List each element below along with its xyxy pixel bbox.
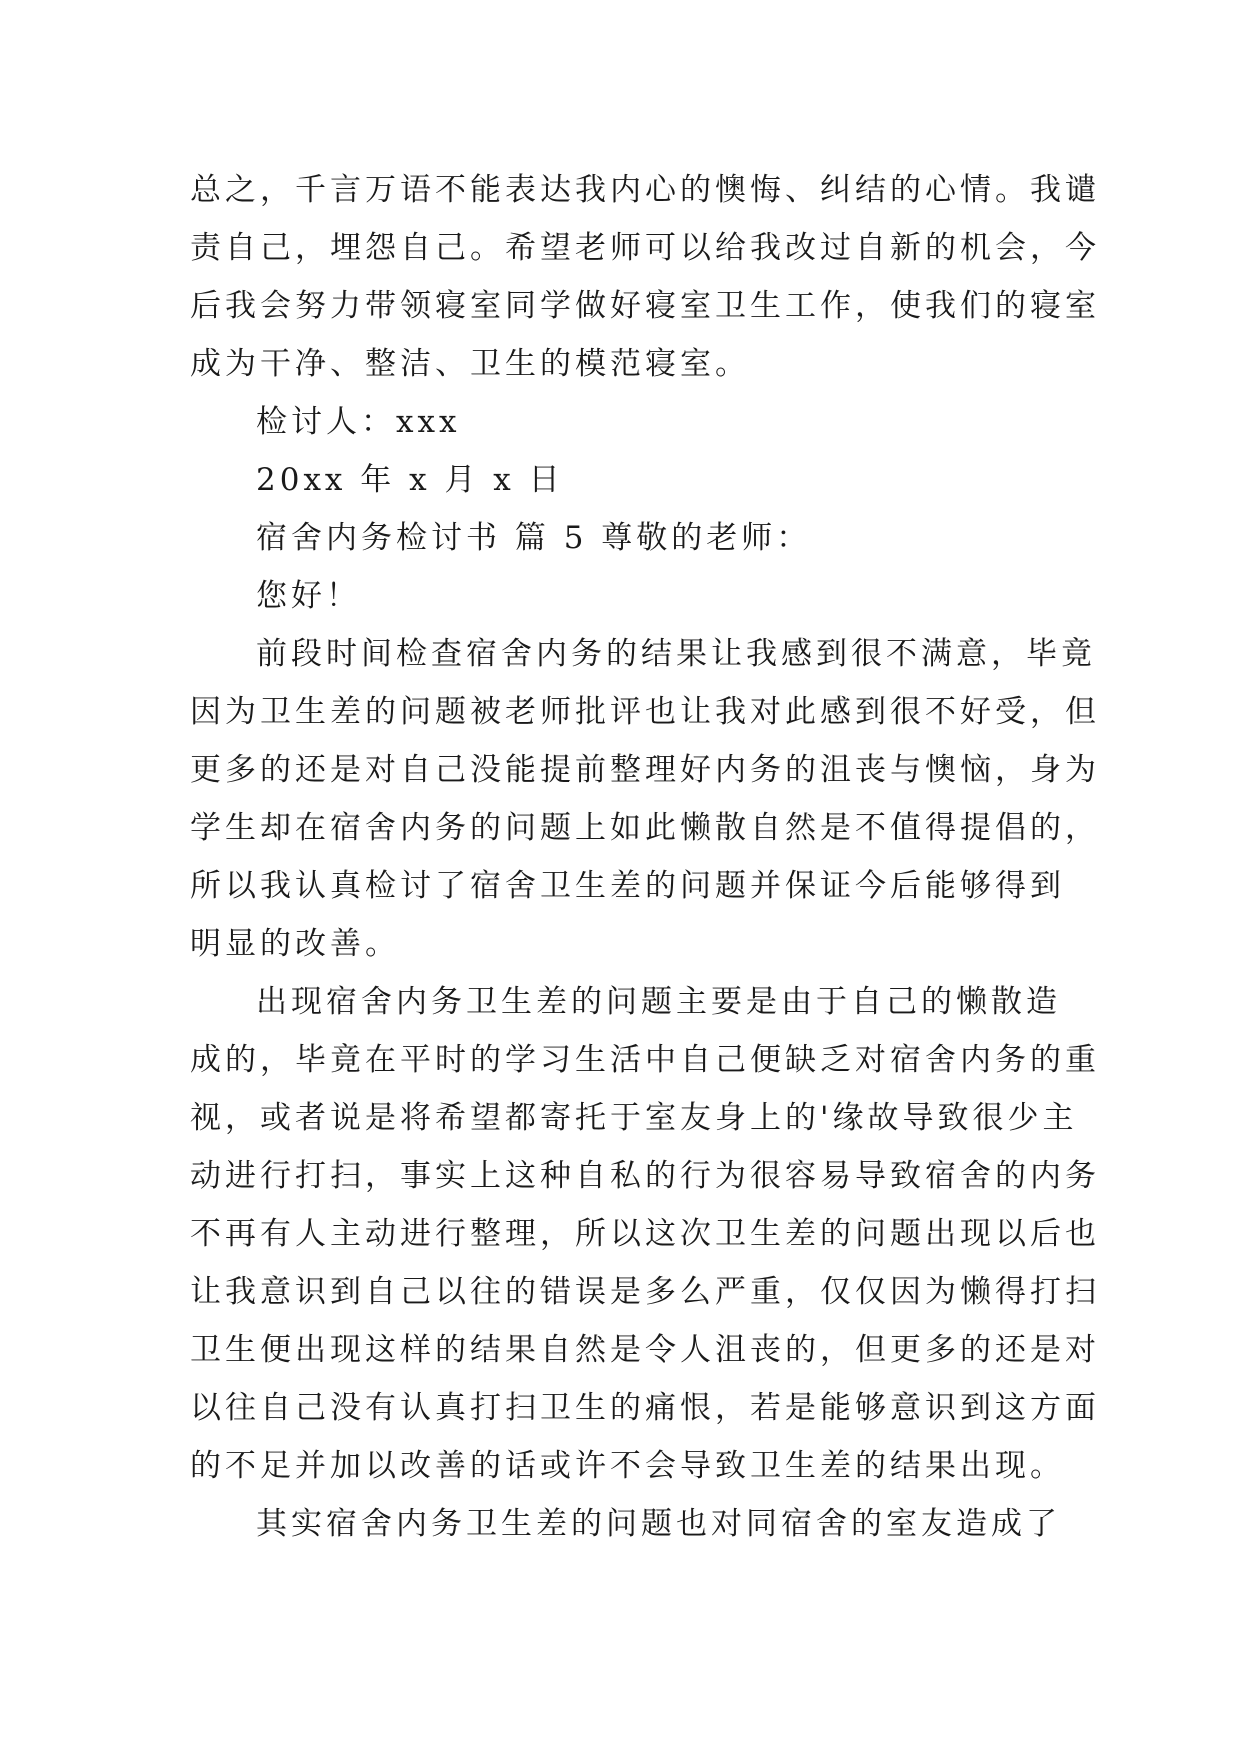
text-line: 成的，毕竟在平时的学习生活中自己便缺乏对宿舍内务的重 [190,1042,1100,1078]
text-line: 的不足并加以改善的话或许不会导致卫生差的结果出现。 [190,1448,1065,1484]
section-heading [190,509,1070,567]
paragraph-impact [190,1495,1070,1553]
text-line: 前段时间检查宿舍内务的结果让我感到很不满意，毕竟 [256,636,1096,672]
text-line: 您好！ [256,578,361,614]
text-line: 宿舍内务检讨书 篇 5 尊敬的老师： [256,520,812,556]
paragraph-inspection-result [190,625,1100,973]
text-line: 出现宿舍内务卫生差的问题主要是由于自己的懒散造 [256,984,1061,1020]
text-line: 其实宿舍内务卫生差的问题也对同宿舍的室友造成了 [256,1506,1061,1542]
text-line: 让我意识到自己以往的错误是多么严重，仅仅因为懒得打扫 [190,1274,1100,1310]
paragraph-cause [190,973,1100,1495]
text-line: 责自己，埋怨自己。希望老师可以给我改过自新的机会，今 [190,230,1100,266]
text-line: 所以我认真检讨了宿舍卫生差的问题并保证今后能够得到 [190,868,1065,904]
signature-name [190,393,1070,451]
signature-date [190,451,1070,509]
text-line: 不再有人主动进行整理，所以这次卫生差的问题出现以后也 [190,1216,1100,1252]
greeting [190,567,1070,625]
text-line: 20xx 年 x 月 x 日 [256,462,564,498]
paragraph-summary [190,161,1100,393]
text-line: 明显的改善。 [190,926,400,962]
text-line: 成为干净、整洁、卫生的模范寝室。 [190,346,750,382]
text-line: 总之，千言万语不能表达我内心的懊悔、纠结的心情。我谴 [190,172,1100,208]
text-line: 学生却在宿舍内务的问题上如此懒散自然是不值得提倡的， [190,810,1100,846]
text-line: 因为卫生差的问题被老师批评也让我对此感到很不好受，但 [190,694,1100,730]
text-line: 动进行打扫，事实上这种自私的行为很容易导致宿舍的内务 [190,1158,1100,1194]
text-line: 更多的还是对自己没能提前整理好内务的沮丧与懊恼，身为 [190,752,1100,788]
text-line: 卫生便出现这样的结果自然是令人沮丧的，但更多的还是对 [190,1332,1100,1368]
document-body [190,161,1100,1553]
text-line: 以往自己没有认真打扫卫生的痛恨，若是能够意识到这方面 [190,1390,1100,1426]
text-line: 视，或者说是将希望都寄托于室友身上的'缘故导致很少主 [190,1100,1078,1136]
text-line: 后我会努力带领寝室同学做好寝室卫生工作，使我们的寝室 [190,288,1100,324]
text-line: 检讨人：xxx [256,404,461,440]
